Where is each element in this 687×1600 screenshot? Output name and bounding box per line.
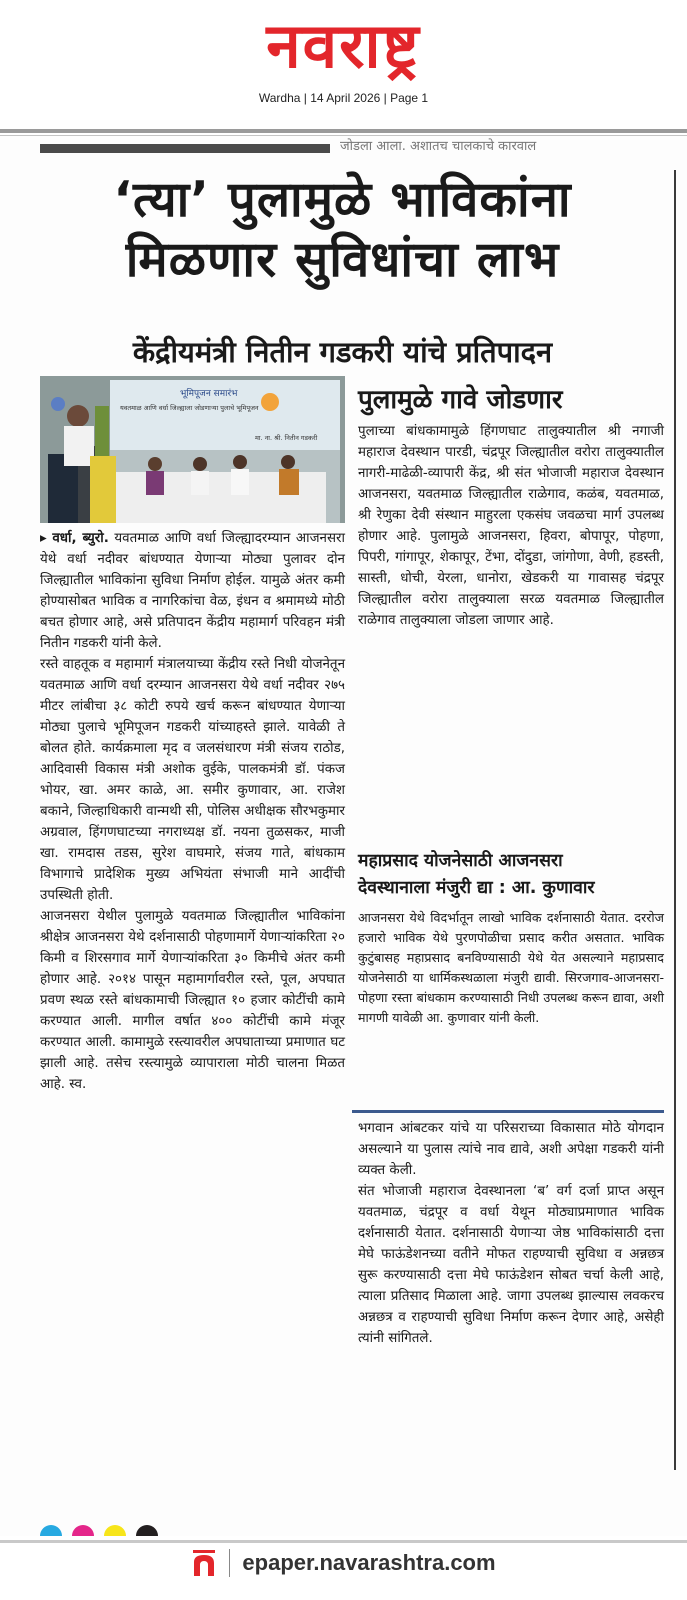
section-heading-mahaprasad-line-1: महाप्रसाद योजनेसाठी आजनसरा [358, 851, 563, 871]
registration-mark-magenta [72, 1525, 94, 1536]
bleed-text: जोडला आला. अशातच चालकाचे कारवाल [340, 139, 537, 154]
section-heading-mahaprasad [358, 848, 664, 902]
closing-paragraph-2: संत भोजाजी महाराज देवस्थानला ‘ब’ वर्ग दर्जा प्राप्त असून यवतमाळ, चंद्रपूर व वर्धा येथून मोठ्याप्रमाणात भाविक दर्शनासाठी येतात. दर्शनासाठी येणाऱ्या जेष्ठ भाविकांसाठी दत्ता मेघे फाऊंडेशनच्या वतीने मोफत राहण्याची सुविधा व अन्नछत्र सुरू करण्यासाठी दत्ता मेघे फाऊंडेशन सोबत चर्चा केली आहे, त्याला प्रतिसाद मिळाला आहे. जागा उपलब्ध झाल्यास लवकरच अन्नछत्र व राहण्याची सुविधा निर्माण करून देणार आहे, असेही त्यांनी सांगितले. [358, 1184, 664, 1346]
headline-line-2: मिळणार सुविधांचा लाभ [125, 231, 560, 288]
masthead [0, 0, 687, 120]
navarashtra-n-icon[interactable] [191, 1548, 217, 1578]
event-photo [40, 376, 345, 523]
headline-line-1: ‘त्या’ पुलामुळे भाविकांना [113, 171, 572, 228]
section-villages [358, 381, 664, 631]
dateline: वर्धा, ब्युरो. [52, 531, 109, 546]
section-divider [352, 1110, 664, 1113]
section-closing [358, 1118, 664, 1349]
article-top-rule [40, 144, 330, 153]
registration-mark-black [136, 1525, 158, 1536]
epaper-url-link[interactable]: epaper.navarashtra.com [242, 1550, 496, 1575]
section-body-mahaprasad: आजनसरा येथे विदर्भातून लाखो भाविक दर्शनासाठी येतात. दररोज हजारो भाविक येथे पुरणपोळीचा प्रसाद करीत असतात. भाविक कुटुंबासह महाप्रसाद बनविण्यासाठी येथे येत असल्याने महाप्रसाद योजनेसाठी या धार्मिकस्थळाला मंजुरी द्यावी. सिरजगाव-आजनसरा-पोहणा रस्ता बांधकाम करण्यासाठी निधी उपलब्ध करून द्यावा, अशी मागणी यावेळी आ. कुणावार यांनी केली. [358, 910, 664, 1025]
registration-mark-yellow [104, 1525, 126, 1536]
paragraph-1 [40, 528, 345, 654]
lead-marker-icon: ▸ [40, 531, 47, 546]
registration-mark-cyan [40, 1525, 62, 1536]
event-photo-illustration [40, 376, 345, 523]
banner-name: मा. ना. श्री. नितीन गडकरी [255, 434, 318, 442]
section-heading-mahaprasad-line-2: देवस्थानाला मंजुरी द्या : आ. कुणावार [358, 878, 595, 898]
footer-separator [229, 1549, 230, 1577]
paragraph-3: आजनसरा येथील पुलामुळे यवतमाळ जिल्ह्यातील भाविकांना श्रीक्षेत्र आजनसरा येथे दर्शनासाठी पोहणामार्गे येणाऱ्यांकरिता २० किमी व शिरसगाव मार्गे येणाऱ्यांकरिता ३० किमीचे अंतर कमी होणार आहे. २०१४ पासून महामार्गावरील रस्ते, पूल, अपघात प्रवण स्थळ रस्ते बांधकामाची जिल्ह्यात १० हजार कोटींची कामे करण्यात आली. मागील वर्षात ४०० कोटींची कामे मंजूर करण्यात आली. कामामुळे रस्त्यावरील अपघाताच्या प्रमाणात घट झाली आहे. तसेच रस्त्यामुळे व्यापाराला मोठी चालना मिळत आहे. स्व. [40, 909, 345, 1092]
registration-marks [40, 1522, 168, 1534]
masthead-rule [0, 129, 687, 133]
banner-line: यवतमाळ आणि वर्धा जिल्ह्याला जोडणाऱ्या पुलाचे भूमिपूजन [120, 404, 259, 412]
edition-line: Wardha | 14 April 2026 | Page 1 [258, 91, 429, 105]
left-column [40, 528, 345, 1095]
section-mahaprasad [358, 848, 664, 1028]
article-clipping[interactable] [0, 136, 687, 1536]
banner-title: भूमिपूजन समारंभ [180, 389, 238, 399]
footer [0, 1548, 687, 1600]
subheadline: केंद्रीयमंत्री नितीन गडकरी यांचे प्रतिपादन [132, 335, 553, 369]
paragraph-2: रस्ते वाहतूक व महामार्ग मंत्रालयाच्या केंद्रीय रस्ते निधी योजनेतून यवतमाळ आणि वर्धा दरम्यान आजनसरा येथे वर्धा नदीवर २७५ मीटर लांबीचा ३८ कोटी रुपये खर्च करून बांधण्यात येणाऱ्या मोठ्या पुलाचे भूमिपूजन गडकरी यांच्याहस्ते झाले. यावेळी ते बोलत होते. कार्यक्रमाला मृद व जलसंधारण मंत्री संजय राठोड, आदिवासी विकास मंत्री अशोक वुईके, पालकमंत्री डॉ. पंकज भोयर, खा. अमर काळे, आ. समीर कुणावार, आ. राजेश बकाने, जिल्हाधिकारी वान्मथी सी, पोलिस अधीक्षक सौरभकुमार अग्रवाल, हिंगणघाटच्या नगराध्यक्ष डॉ. नयना तुळसकर, माजी खा. रामदास तडस, सुरेश वाघमारे, संजय गाते, बांधकाम विभागाचे प्रादेशिक मुख्य अभियंता संभाजी माने आदींची उपस्थिती होती. [40, 657, 345, 903]
column-edge-rule [674, 170, 676, 1470]
paragraph-1-text: यवतमाळ आणि वर्धा जिल्ह्यादरम्यान आजनसरा येथे वर्धा नदीवर बांधण्यात येणाऱ्या मोठ्या पुलावर दोन जिल्ह्यातील भाविकांना सुविधा निर्माण होईल. यामुळे अंतर कमी होण्यासोबत भाविक व नागरिकांचा वेळ, इंधन व श्रमामध्ये मोठी बचत होणार आहे, असे प्रतिपादन केंद्रीय महामार्ग परिवहन मंत्री नितीन गडकरी यांनी केले. [40, 531, 345, 651]
section-heading-villages: पुलामुळे गावे जोडणार [358, 385, 563, 415]
footer-rule [0, 1540, 687, 1543]
closing-paragraph-1: भगवान आंबटकर यांचे या परिसराच्या विकासात मोठे योगदान असल्याने या पुलास त्यांचे नाव द्यावे, अशी अपेक्षा गडकरी यांनी व्यक्त केली. [358, 1121, 664, 1178]
section-body-villages: पुलाच्या बांधकामामुळे हिंगणघाट तालुक्यातील श्री नगाजी महाराज देवस्थान पारडी, चंद्रपूर जिल्ह्यातील वरोरा तालुक्यातील नागरी-माढेळी-व्यापारी केंद्र, श्री संत भोजाजी महाराज देवस्थान आजनसरा, यवतमाळ जिल्ह्यातील राळेगाव, कळंब, यवतमाळ, श्री रेणुका देवी संस्थान माहुरला एकसंघ जवळचा मार्ग उपलब्ध होणार आहे. पुलामुळे आजनसरा, हिवरा, बोपापूर, पोहणा, पिपरी, गांगापूर, शेकापूर, टेंभा, दोंदुडा, जांगोणा, वेणी, हडस्ती, सास्ती, धोची, येरला, धानोरा, खेडकरी या गावासह चंद्रपूर जिल्ह्यातील वरोरा तालुक्याला सरळ यवतमाळ जिल्ह्यातील राळेगाव तालुक्याला जोडला जाणार आहे. [358, 424, 664, 628]
headline [20, 170, 665, 290]
newspaper-logo[interactable]: नवराष्ट्र [266, 9, 421, 82]
